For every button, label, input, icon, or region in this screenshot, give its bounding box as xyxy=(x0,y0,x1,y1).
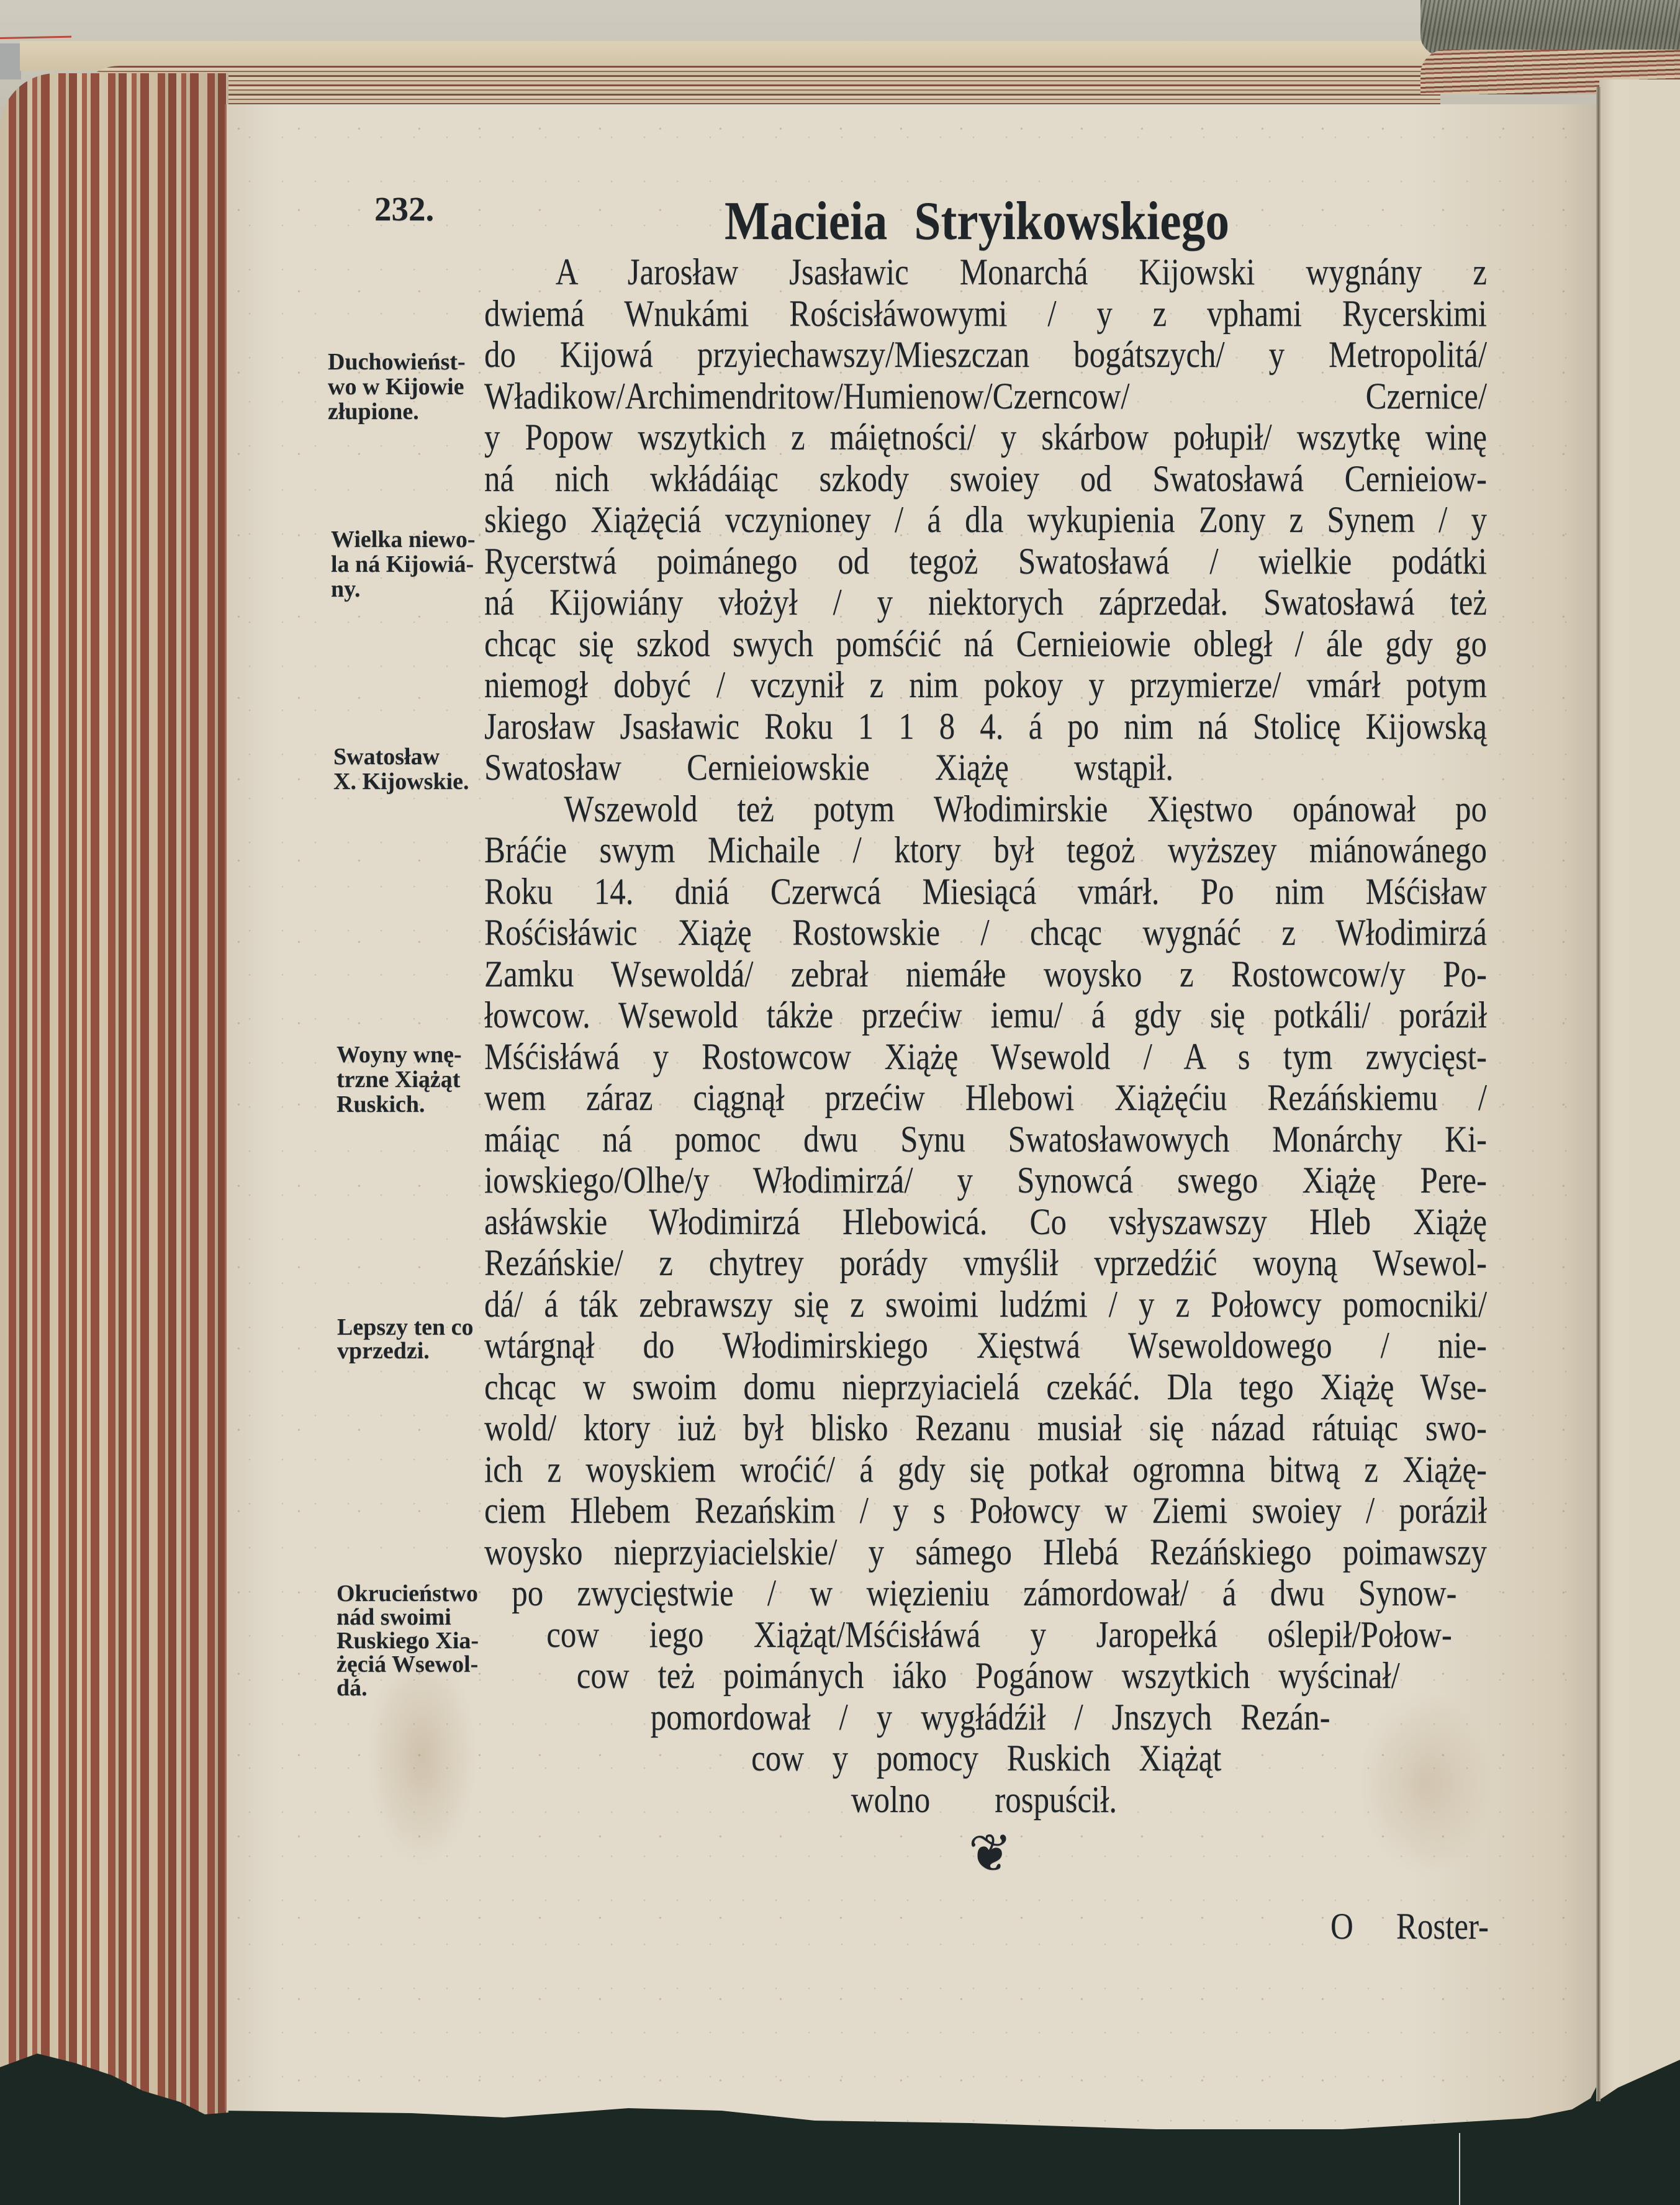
text-line: chcąc w swoim domu nieprzyiacielá czekáć. Dla tego Xiążę Wse- xyxy=(484,1366,1487,1407)
margin-note-swatoslaw-prince xyxy=(333,744,469,794)
text-line-tapered: wolno rospuścił. xyxy=(851,1779,1118,1820)
text-line: ná Kijowiány vłożył / y niektorych záprzedał. Swatosławá też xyxy=(484,582,1487,623)
text-line: Swatosław Cernieiowskie Xiążę wstąpił. xyxy=(484,747,1174,788)
catchword: O Roster- xyxy=(1330,1906,1489,1947)
margin-note-internal-wars xyxy=(336,1042,462,1117)
text-line-tapered: cow y pomocy Ruskich Xiążąt xyxy=(751,1738,1222,1779)
text-line: łowcow. Wsewold tákże przećiw iemu/ á gdy się potkáli/ poráził xyxy=(484,994,1487,1035)
margin-note-line: żęciá Wsewol- xyxy=(336,1651,479,1677)
text-line: wem záraz ciągnął przećiw Hlebowi Xiążęćiu Rezáńskiemu / xyxy=(484,1077,1487,1118)
margin-note-line: Okrucieństwo xyxy=(336,1580,478,1607)
margin-note-line: X. Kijowskie. xyxy=(333,769,469,795)
text-line: skiego Xiążęciá vczynioney / á dla wykupienia Zony z Synem / y xyxy=(484,499,1487,540)
margin-note-line: Woyny wnę- xyxy=(336,1042,462,1068)
text-line: Jarosław Jsasławic Roku 1 1 8 4. á po nim ná Stolicę Kijowską xyxy=(484,705,1487,747)
text-line: chcąc się szkod swych pomśćić ná Cernieiowie obległ / ále gdy go xyxy=(484,623,1487,664)
text-line: woysko nieprzyiacielskie/ y sámego Hlebá Rezáńskiego poimawszy xyxy=(484,1531,1487,1572)
text-line: iowskiego/Olhe/y Włodimirzá/ y Synowcá swego Xiążę Pere- xyxy=(484,1160,1487,1201)
margin-note-line: wo w Kijowie xyxy=(328,374,464,400)
text-line: Roku 14. dniá Czerwcá Miesiącá vmárł. Po nim Mśćisław xyxy=(484,870,1487,912)
text-line: ciem Hlebem Rezańskim / y s Połowcy w Ziemi swoiey / poráził xyxy=(484,1490,1487,1531)
text-line: ná nich wkłádáiąc szkody swoiey od Swatosławá Cernieiow- xyxy=(484,458,1487,499)
margin-note-line: ny. xyxy=(331,576,361,602)
text-line-tapered: cow też poimánych iáko Pogánow wszytkich wyścinał/ xyxy=(576,1655,1400,1696)
text-line-tapered: pomordował / y wygłádźił / Jnszych Rezán- xyxy=(650,1696,1330,1738)
margin-note-line: Ruskiego Xia- xyxy=(336,1628,479,1654)
text-line: Rośćisłáwic Xiążę Rostowskie / chcąc wygnáć z Włodimirzá xyxy=(484,912,1487,953)
text-line: máiąc ná pomoc dwu Synu Swatosławowych Monárchy Ki- xyxy=(484,1118,1487,1160)
margin-note-line: vprzedzi. xyxy=(337,1338,430,1364)
body-text xyxy=(484,251,1487,1820)
loose-thread xyxy=(1459,2133,1460,2205)
text-line: ich z woyskiem wroćić/ á gdy się potkał ogromna bitwą z Xiążę- xyxy=(484,1448,1487,1490)
text-line: Bráćie swym Michaile / ktory był tegoż wyższey miánowánego xyxy=(484,829,1487,870)
margin-note-first-strike xyxy=(337,1315,474,1363)
page-stack-top-edges xyxy=(75,66,1440,110)
margin-note-line: Wielka niewo- xyxy=(331,526,476,552)
text-line: Rycerstwá poimánego od tegoż Swatosławá / wielkie podátki xyxy=(484,540,1487,582)
text-line: niemogł dobyć / vczynił z nim pokoy y przymierze/ vmárł potym xyxy=(484,664,1487,705)
text-line: Rezáńskie/ z chytrey porády vmyślił vprzedźić woyną Wsewol- xyxy=(484,1242,1487,1283)
margin-note-line: dá. xyxy=(336,1675,368,1701)
text-line: dá/ á ták zebrawszy się z swoimi ludźmi / y z Połowcy pomocniki/ xyxy=(484,1283,1487,1325)
text-line: wold/ ktory iuż był blisko Rezanu musiał się názad rátuiąc swo- xyxy=(484,1407,1487,1448)
margin-note-kiev-captivity xyxy=(331,527,476,602)
margin-note-line: Duchowieńst- xyxy=(328,349,466,375)
text-line: dwiemá Wnukámi Rościsłáwowymi / y z vphami Rycerskimi xyxy=(484,292,1487,334)
text-line: Władikow/Archimendritow/Humienow/Czerncow/ Czernice/ xyxy=(484,375,1487,417)
text-line: wtárgnął do Włodimirskiego Xięstwá Wsewoldowego / nie- xyxy=(484,1325,1487,1366)
margin-note-line: złupione. xyxy=(328,399,419,425)
facing-page-sliver xyxy=(1599,79,1680,2100)
fleuron-ornament-icon: ❦ xyxy=(968,1823,1013,1883)
running-title: Macieia Stryikowskiego xyxy=(725,191,1230,251)
margin-note-line: la ná Kijowiá- xyxy=(331,551,474,577)
grey-card-corner xyxy=(0,43,21,79)
text-line: Mśćisłáwá y Rostowcow Xiążę Wsewold / A s tym zwycięst- xyxy=(484,1035,1487,1077)
text-line: do Kijowá przyiechawszy/Mieszczan bogátszych/ y Metropolitá/ xyxy=(484,334,1487,375)
margin-note-line: trzne Xiążąt xyxy=(336,1066,461,1093)
text-line-tapered: cow iego Xiążąt/Mśćisłáwá y Jaropełká oślepił/Połow- xyxy=(546,1613,1452,1655)
text-line: Zamku Wsewoldá/ zebrał niemáłe woysko z Rostowcow/y Po- xyxy=(484,953,1487,994)
text-line: y Popow wszytkich z máiętności/ y skárbow połupił/ wszytkę winę xyxy=(484,417,1487,458)
book-gutter xyxy=(1596,87,1601,2101)
margin-note-line: Swatosław xyxy=(333,744,440,770)
margin-note-clergy-plundered xyxy=(328,349,466,424)
page-number: 232. xyxy=(374,190,435,228)
text-line: Wszewold też potym Włodimirskie Xięstwo opánował po xyxy=(564,788,1487,829)
text-line-tapered: po zwycięstwie / w więzieniu zámordował/ á dwu Synow- xyxy=(512,1572,1457,1613)
text-line: asłáwskie Włodimirzá Hlebowicá. Co vsłyszawszy Hleb Xiążę xyxy=(484,1201,1487,1242)
margin-note-line: Ruskich. xyxy=(336,1091,425,1117)
text-line: A Jarosław Jsasławic Monarchá Kijowski wygnány z xyxy=(555,251,1487,292)
margin-note-cruelty xyxy=(336,1582,479,1700)
page-stack-fore-edge xyxy=(0,73,228,2116)
margin-note-line: Lepszy ten co xyxy=(337,1314,474,1340)
margin-note-line: nád swoimi xyxy=(336,1604,451,1630)
